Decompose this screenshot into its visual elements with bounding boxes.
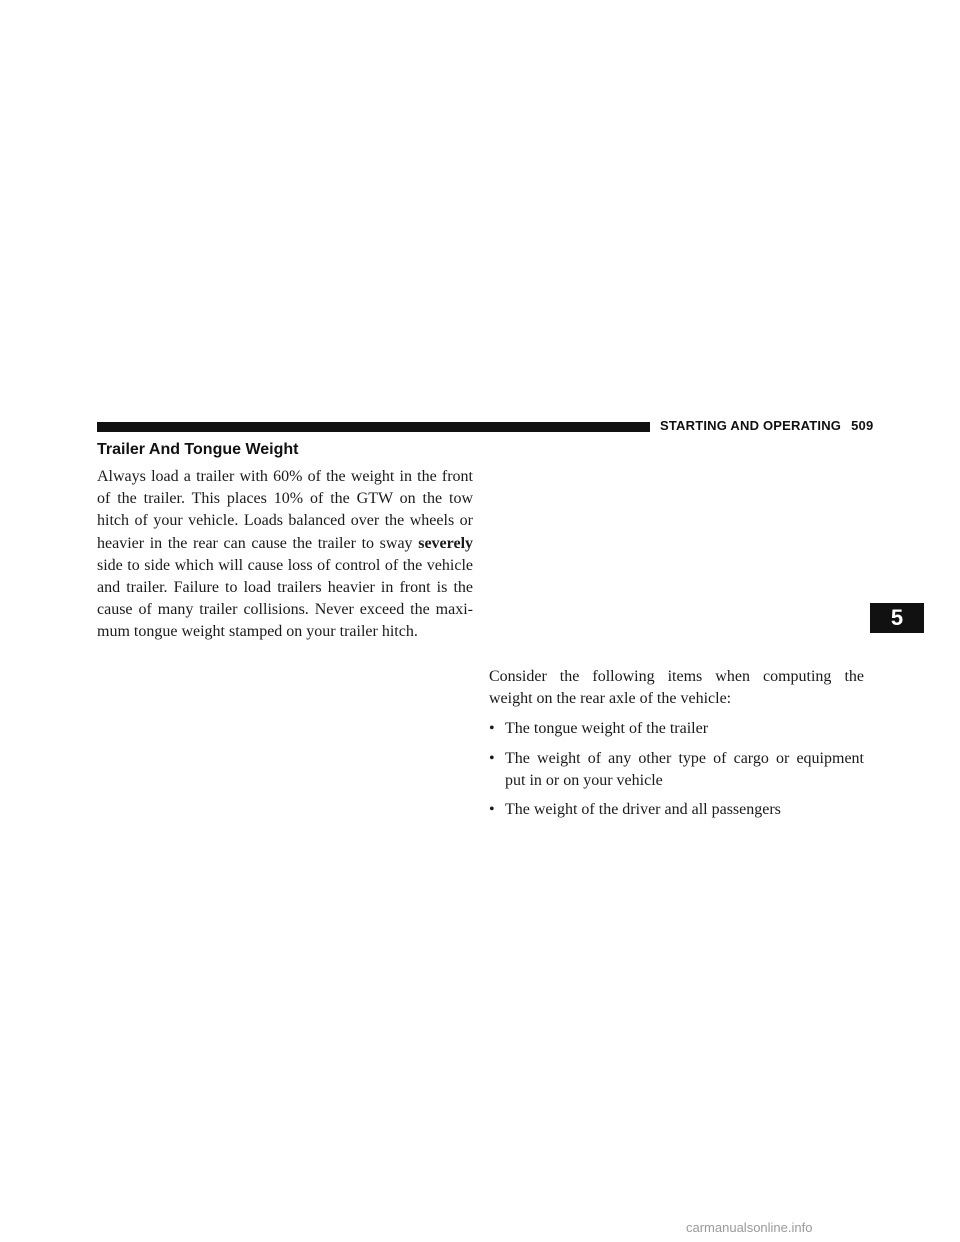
intro-line: weight on the rear axle of the vehicle: — [489, 690, 732, 708]
list-item — [489, 799, 864, 821]
paragraph-line: Always load a trailer with 60% of the weight in the front — [97, 468, 473, 485]
list-item — [489, 748, 864, 792]
section-title: STARTING AND OPERATING — [660, 418, 842, 433]
list-item — [489, 718, 864, 740]
paragraph-line: mum tongue weight stamped on your trailer hitch. — [97, 623, 418, 641]
paragraph-line-with-emphasis — [97, 533, 473, 555]
page-number: 509 — [851, 418, 874, 433]
body-paragraph — [97, 466, 473, 644]
paragraph-line: hitch of your vehicle. Loads balanced over the wheels or — [97, 512, 473, 530]
paragraph-line: and trailer. Failure to load trailers heavier in front is the — [97, 579, 473, 597]
paragraph-line: side to side which will cause loss of control of the vehicle — [97, 556, 473, 574]
chapter-tab: 5 — [870, 603, 924, 633]
header-rule — [97, 422, 650, 432]
paragraph-line: of the trailer. This places 10% of the GTW on the tow — [97, 490, 473, 508]
bullet-icon: • — [489, 749, 495, 767]
bullet-icon: • — [489, 801, 495, 819]
intro-paragraph — [489, 666, 864, 710]
list-item-line: The weight of any other type of cargo or equipment — [505, 749, 864, 767]
section-heading: Trailer And Tongue Weight — [97, 441, 299, 458]
watermark: carmanualsonline.info — [686, 1220, 813, 1235]
paragraph-line: cause of many trailer collisions. Never exceed the maxi- — [97, 601, 473, 619]
list-item-line: put in or on your vehicle — [505, 771, 663, 789]
list-item-line: The tongue weight of the trailer — [505, 720, 709, 738]
rear-axle-considerations — [489, 666, 864, 828]
list-item-text — [505, 799, 864, 821]
bullet-icon: • — [489, 720, 495, 738]
running-header — [660, 418, 873, 433]
list-item-text — [505, 748, 864, 792]
intro-line: Consider the following items when computing the — [489, 668, 864, 685]
list-item-text — [505, 718, 864, 740]
bullet-list — [489, 718, 864, 821]
list-item-line: The weight of the driver and all passengers — [505, 801, 781, 819]
emphasis-word: severely — [418, 534, 474, 552]
paragraph-line-text: heavier in the rear can cause the trailer to sway — [97, 534, 413, 552]
